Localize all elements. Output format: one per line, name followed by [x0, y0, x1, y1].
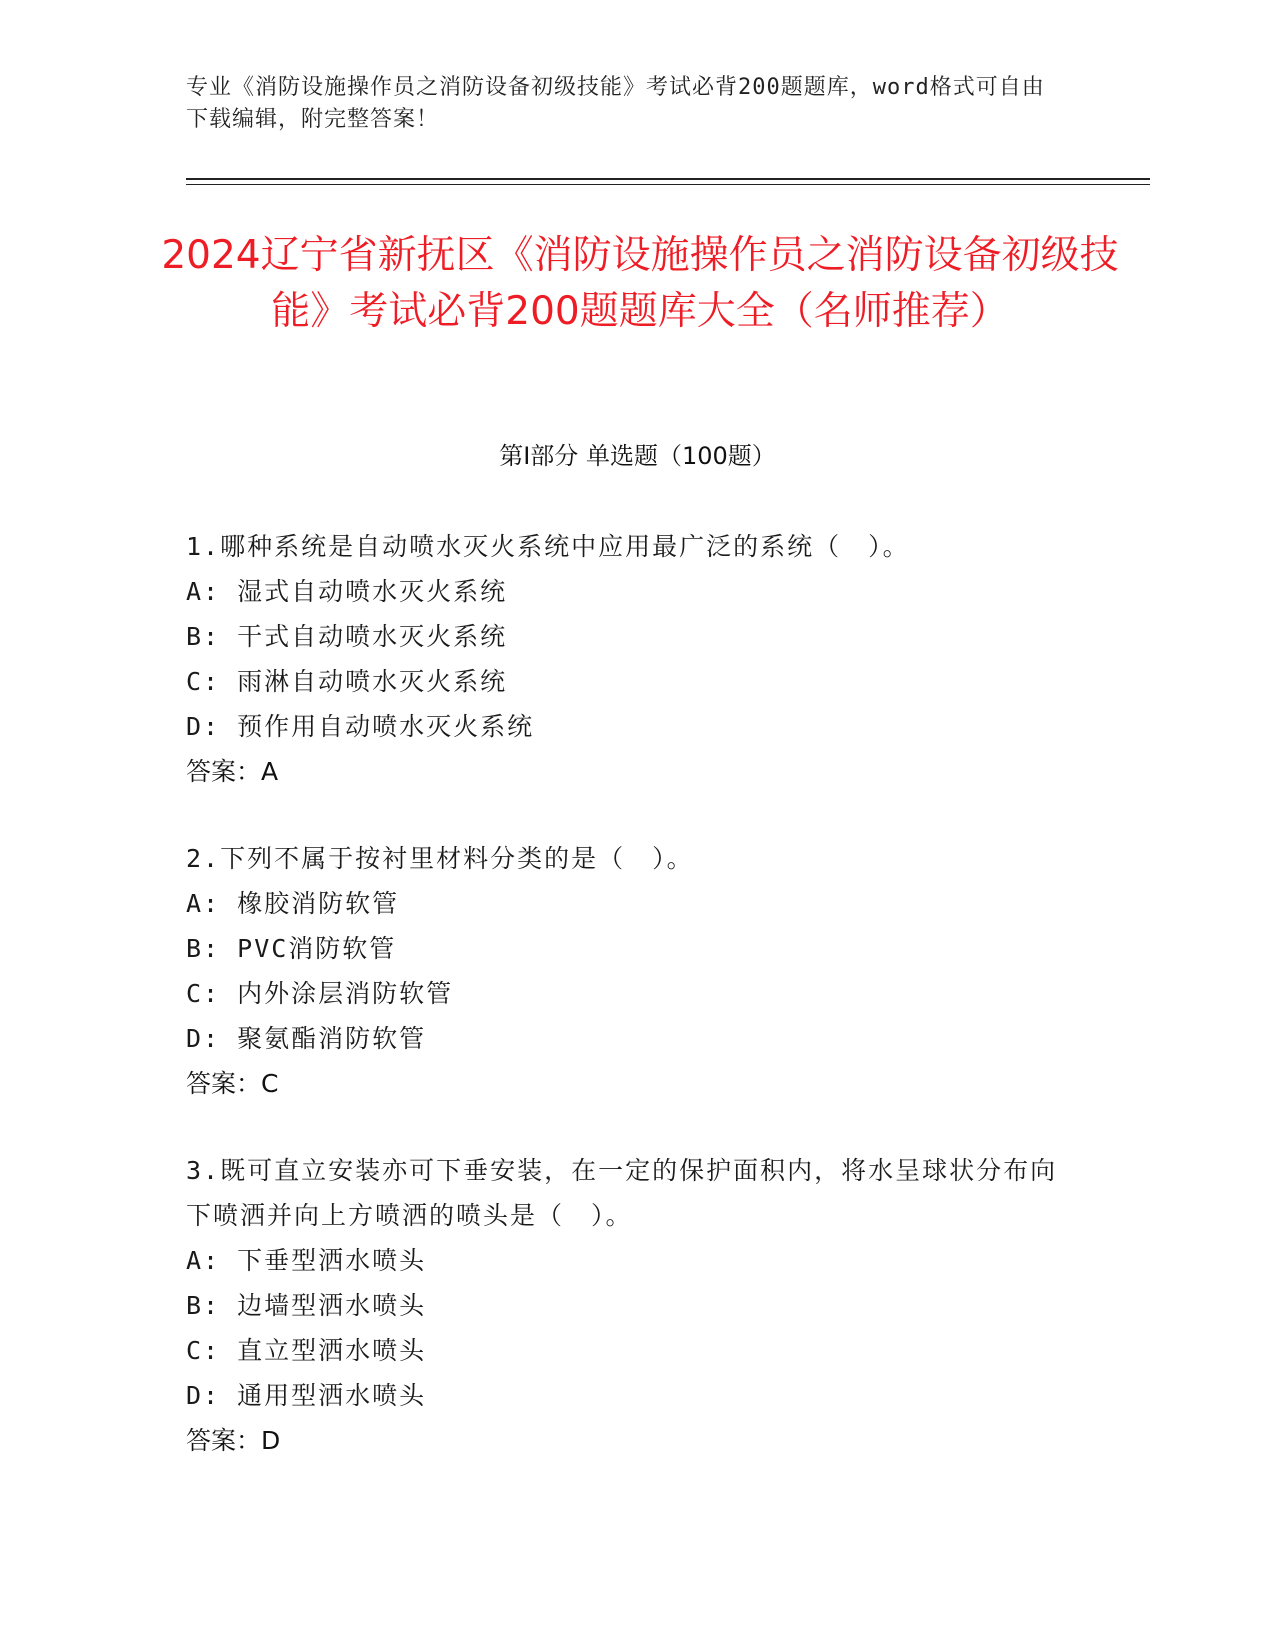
question-list — [186, 524, 1066, 1505]
answer-line: 答案：D — [186, 1426, 281, 1455]
option-c: C: 直立型洒水喷头 — [186, 1336, 427, 1365]
question-stem: 3.既可直立安装亦可下垂安装，在一定的保护面积内，将水呈球状分布向下喷洒并向上方喷洒的喷头是（ ）。 — [186, 1156, 1058, 1230]
option-a: A: 橡胶消防软管 — [186, 889, 400, 918]
option-c: C: 雨淋自动喷水灭火系统 — [186, 667, 508, 696]
option-d: D: 通用型洒水喷头 — [186, 1381, 427, 1410]
question-item — [186, 836, 1066, 1106]
answer-line: 答案：C — [186, 1069, 279, 1098]
option-b: B: PVC消防软管 — [186, 934, 397, 963]
option-a: A: 下垂型洒水喷头 — [186, 1246, 427, 1275]
header-divider-thin — [186, 184, 1150, 185]
option-c: C: 内外涂层消防软管 — [186, 979, 454, 1008]
option-d: D: 预作用自动喷水灭火系统 — [186, 712, 535, 741]
section-title: 第Ⅰ部分 单选题（100题） — [499, 442, 776, 470]
option-d: D: 聚氨酯消防软管 — [186, 1024, 427, 1053]
question-stem: 2.下列不属于按衬里材料分类的是（ ）。 — [186, 844, 694, 873]
document-title: 2024辽宁省新抚区《消防设施操作员之消防设备初级技能》考试必背200题题库大全（名师推荐） — [161, 233, 1119, 334]
question-stem: 1.哪种系统是自动喷水灭火系统中应用最广泛的系统（ ）。 — [186, 532, 910, 561]
answer-line: 答案：A — [186, 757, 279, 786]
question-item — [186, 1148, 1066, 1463]
option-a: A: 湿式自动喷水灭火系统 — [186, 577, 508, 606]
header-note: 专业《消防设施操作员之消防设备初级技能》考试必背200题题库，word格式可自由下载编辑，附完整答案！ — [186, 75, 1045, 132]
option-b: B: 干式自动喷水灭火系统 — [186, 622, 508, 651]
question-item — [186, 524, 1066, 794]
option-b: B: 边墙型洒水喷头 — [186, 1291, 427, 1320]
header-divider-thick — [186, 178, 1150, 180]
